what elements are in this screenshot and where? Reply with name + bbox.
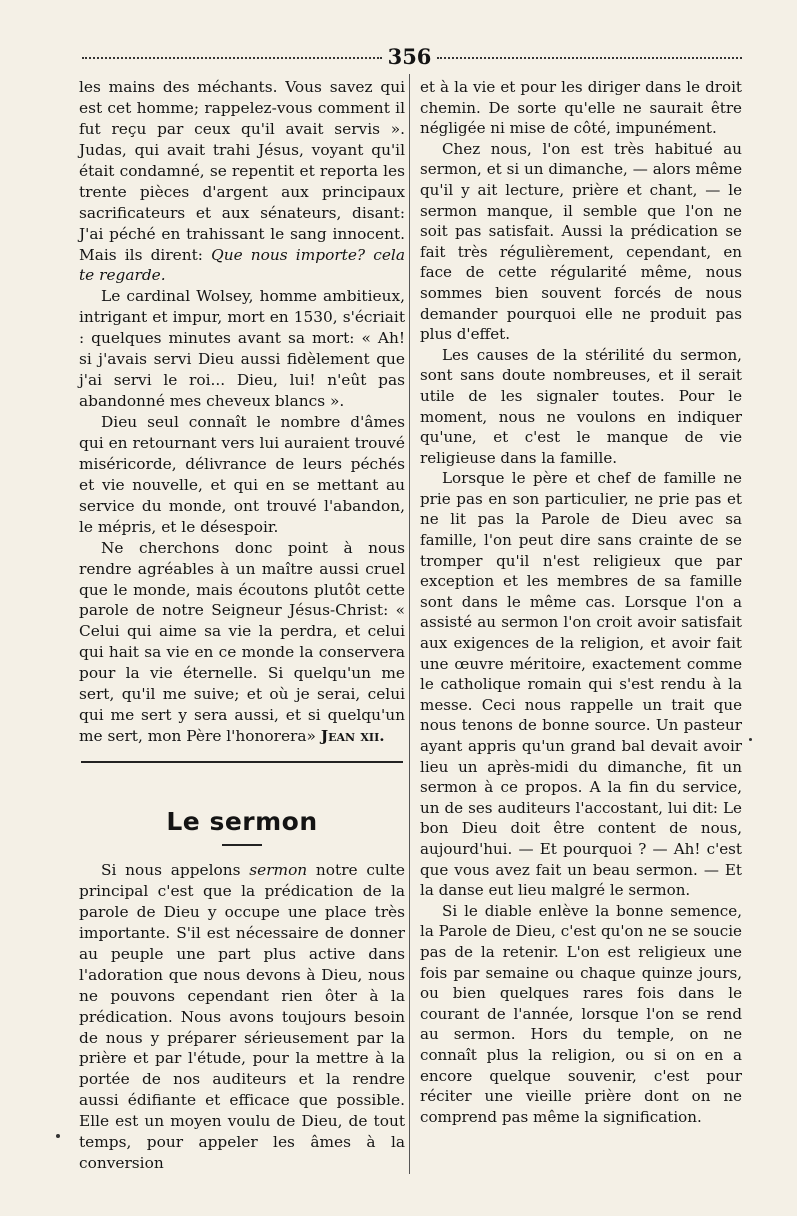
scripture-reference: Jean xii. (320, 727, 385, 746)
page-header (82, 44, 742, 72)
column-divider (409, 74, 410, 1174)
section-divider (81, 761, 403, 763)
paragraph: Dieu seul connaît le nombre d'âmes qui en retournant vers lui auraient trouvé miséricorde, délivrance de leurs péchés et vie nouvelle, et qui en se mettant au service du monde, ont trouvé l'abandon, le mépris, et le désespoir. (79, 413, 405, 536)
paragraph: Lorsque le père et chef de famille ne prie pas en son particulier, ne prie pas et ne lit pas la Parole de Dieu avec sa famille, l'on peut dire sans crainte de se tromper qu'il n'est religieux que par exception et les membres de sa famille sont dans le même cas. Lorsque l'on a assisté au sermon l'on croit avoir satisfait aux exigences de la religion, et avoir fait une œuvre méritoire, exactement comme le catholique romain qui s'est rendu à la messe. Ceci nous rappelle un trait que nous tenons de bonne source. Un pasteur ayant appris qu'un grand bal devait avoir lieu un après-midi du dimanche, fit un sermon à ce propos. A la fin du service, un de ses auditeurs l'accostant, lui dit: Le bon Dieu doit être content de nous, aujourd'hui. — Et pourquoi ? — Ah! c'est que vous avez fait un beau sermon. — Et la danse eut lieu malgré le sermon. (420, 469, 742, 900)
right-column (420, 77, 742, 1127)
scan-speck (56, 1134, 60, 1138)
paragraph-text: Si nous appelons (101, 861, 241, 879)
italic-word: sermon (249, 861, 308, 879)
header-rule-right (437, 57, 742, 59)
paragraph (79, 860, 405, 1174)
paragraph: Les causes de la stérilité du sermon, sont sans doute nombreuses, et il serait utile de les signaler toutes. Pour le moment, nous ne voulons en indiquer qu'une, et c'est le manque de vie religieuse dans la famille. (420, 345, 742, 467)
paragraph-text: Ne cherchons donc point à nous rendre agréables à un maître aussi cruel que le monde, mais écoutons plutôt cette parole de notre Seigneur Jésus-Christ: « Celui qui aime sa vie la perdra, et celui qui hait sa vie en ce monde la conservera pour la vie éternelle. Si quelqu'un me sert, qu'il me suive; et où je serai, celui qui me sert y sera aussi, et si quelqu'un me sert, mon Père l'honorera» (79, 538, 405, 746)
italic-quote: Que nous importe? cela te regarde. (79, 245, 405, 285)
section-title: Le sermon (166, 807, 318, 836)
paragraph: Si le diable enlève la bonne semence, la Parole de Dieu, c'est qu'on ne se soucie pas de la retenir. L'on est religieux une fois par semaine ou chaque quinze jours, ou bien quelques rares fois dans le courant de l'année, lorsque l'on se rend au sermon. Hors du temple, on ne connaît plus la religion, ou si on en a encore quelque souvenir, c'est pour réciter une vieille prière dont on ne comprend pas même la signification. (420, 901, 742, 1126)
paragraph-text: notre culte principal c'est que la prédication de la parole de Dieu y occupe une place très importante. S'il est nécessaire de donner au peuple une part plus active dans l'adoration que nous devons à Dieu, nous ne pouvons cependant rien ôter à la prédication. Nous avons toujours besoin de nous y préparer sérieusement par la prière et par l'étude, pour la mettre à la portée de nos auditeurs et la rendre aussi édifiante et efficace que possible. Elle est un moyen voulu de Dieu, de tout temps, pour appeler les âmes à la conversion (79, 861, 405, 1173)
title-underline (222, 844, 262, 846)
paragraph: Le cardinal Wolsey, homme ambitieux, intrigant et impur, mort en 1530, s'écriait : quelques minutes avant sa mort: « Ah! si j'avais servi Dieu aussi fidèlement que j'ai servi le roi... Dieu, lui! n'eût pas abandonné mes cheveux blancs ». (79, 287, 405, 411)
page-number: 356 (387, 44, 432, 69)
left-column (79, 77, 405, 1174)
paragraph: et à la vie et pour les diriger dans le droit chemin. De sorte qu'elle ne saurait être négligée ni mise de côté, impunément. (420, 78, 742, 138)
header-rule-left (82, 57, 382, 59)
paragraph-text: les mains des méchants. Vous savez qui est cet homme; rappelez-vous comment il fut reçu par ceux qu'il avait servis ». Judas, qui avait trahi Jésus, voyant qu'il était condamné, se repentit et reporta les trente pièces d'argent aux principaux sacrificateurs et aux sénateurs, disant: J'ai péché en trahissant le sang innocent. Mais ils dirent: (79, 78, 405, 264)
scan-speck (749, 738, 752, 741)
paragraph (79, 538, 405, 747)
paragraph (79, 77, 405, 286)
paragraph: Chez nous, l'on est très habitué au sermon, et si un dimanche, — alors même qu'il y ait lecture, prière et chant, — le sermon manque, il semble que l'on ne soit pas satisfait. Aussi la prédication se fait très régulièrement, cependant, en face de cette régularité même, nous sommes bien souvent forcés de nous demander pourquoi elle ne produit pas plus d'effet. (420, 139, 742, 344)
